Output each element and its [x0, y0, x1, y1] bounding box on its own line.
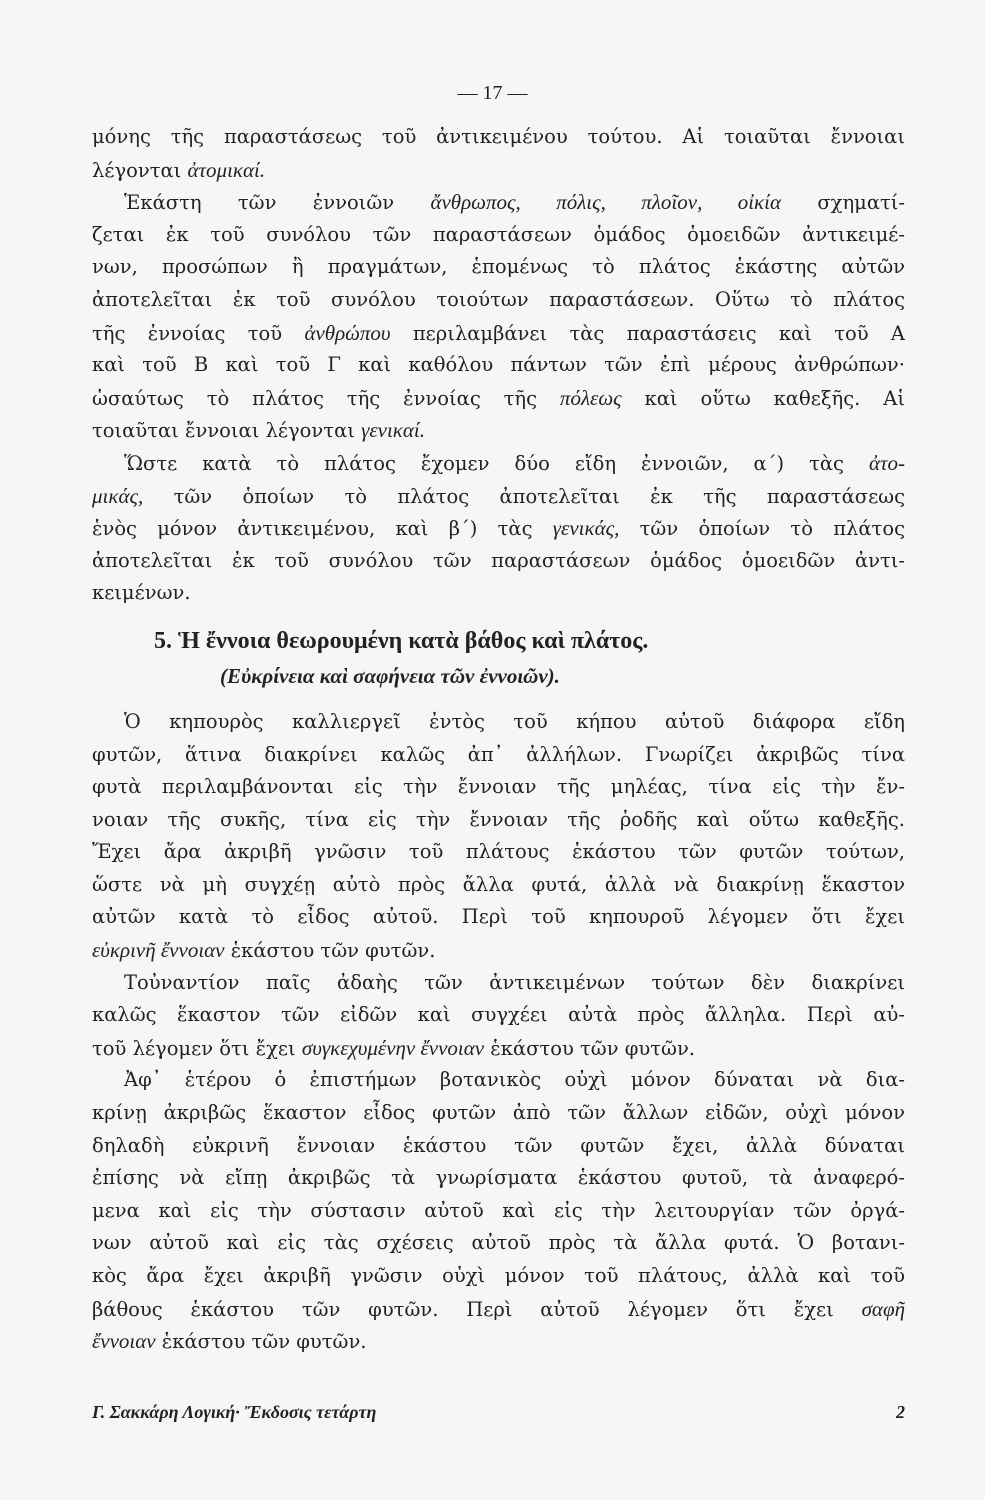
text-line	[92, 317, 905, 350]
italic-term: σαφῆ	[861, 1296, 905, 1321]
italic-term: πόλεως	[559, 385, 622, 410]
text-run: ἑνὸς μόνον ἀντικειμένου, καὶ β΄) τὰς	[92, 517, 553, 541]
text-line	[92, 1032, 905, 1065]
text-run: καλῶς ἕκαστον τῶν εἰδῶν καὶ συγχέει αὐτὰ πρὸς ἄλληλα. Περὶ αὐ-	[92, 1003, 905, 1027]
page-footer	[92, 1402, 905, 1423]
text-run: τοιαῦται ἔννοιαι λέγονται	[92, 419, 362, 443]
text-run: ὡσαύτως τὸ πλάτος τῆς ἐννοίας τῆς	[92, 386, 560, 410]
text-line	[92, 186, 905, 219]
text-run: Ἔχει ἄρα ἀκριβῆ γνῶσιν τοῦ πλάτους ἑκάστου τῶν φυτῶν τούτων,	[92, 840, 905, 864]
text-line	[92, 219, 905, 252]
text-run: φυτὰ περιλαμβάνονται εἰς τὴν ἔννοιαν τῆς μηλέας, τίνα εἰς τὴν ἔν-	[92, 775, 905, 799]
text-run: τῶν ὁποίων τὸ πλάτος ἀποτελεῖται ἐκ τῆς παραστάσεως	[143, 484, 905, 508]
text-line	[92, 512, 905, 545]
text-line	[92, 1293, 905, 1326]
text-line	[92, 804, 905, 837]
paragraph	[92, 121, 905, 186]
text-line	[92, 771, 905, 804]
text-run: λέγονται	[92, 158, 188, 182]
footer-sheet-number: 2	[896, 1402, 905, 1422]
section-subheading: (Εὐκρίνεια καὶ σαφήνεια τῶν ἐννοιῶν).	[220, 663, 560, 688]
paragraph	[92, 1064, 905, 1357]
text-line	[92, 121, 905, 154]
footer-signature: Γ. Σακκάρη Λογική· Ἔκδοσις τετάρτη	[92, 1402, 377, 1422]
text-run: ζεται ἐκ τοῦ συνόλου τῶν παραστάσεων ὁμάδος ὁμοειδῶν ἀντικειμέ-	[92, 222, 905, 246]
text-line	[92, 901, 905, 934]
text-run: περιλαμβάνει τὰς παραστάσεις καὶ τοῦ Α	[390, 321, 905, 345]
section-heading: 5. Ἡ ἔννοια θεωρουμένη κατὰ βάθος καὶ πλάτος.	[154, 627, 649, 654]
text-run: δηλαδὴ εὐκρινῆ ἔννοιαν ἑκάστου τῶν φυτῶν ἔχει, ἀλλὰ δύναται	[92, 1133, 905, 1157]
italic-term: συγκεχυμένην ἔννοιαν	[301, 1035, 485, 1060]
italic-term: γενικάς,	[552, 516, 620, 541]
text-run: νων αὐτοῦ καὶ εἰς τὰς σχέσεις αὐτοῦ πρὸς τὰ ἄλλα φυτά. Ὁ βοτανι-	[92, 1231, 905, 1255]
text-line	[92, 1195, 905, 1228]
text-line	[92, 577, 905, 610]
italic-term: εὐκρινῆ ἔννοιαν	[92, 938, 225, 963]
text-line	[92, 836, 905, 869]
text-run: μενα καὶ εἰς τὴν σύστασιν αὐτοῦ καὶ εἰς τὴν λειτουργίαν τῶν ὀργά-	[92, 1198, 905, 1222]
text-line	[92, 1227, 905, 1260]
text-run: ἑκάστου τῶν φυτῶν.	[155, 1330, 367, 1354]
text-line	[92, 739, 905, 772]
text-line	[92, 967, 905, 1000]
italic-term: ἔννοιαν	[92, 1329, 156, 1354]
italic-term: γενικαί.	[361, 418, 425, 443]
text-run: ἐπίσης νὰ εἴπῃ ἀκριβῶς τὰ γνωρίσματα ἑκάστου φυτοῦ, τὰ ἀναφερό-	[92, 1166, 905, 1190]
text-run: Τοὐναντίον παῖς ἀδαὴς τῶν ἀντικειμένων τούτων δὲν διακρίνει	[124, 970, 905, 994]
italic-term: ἀτο-	[868, 450, 905, 475]
text-run: τῶν ὁποίων τὸ πλάτος	[619, 517, 906, 541]
text-line	[92, 1064, 905, 1097]
text-run: ἀποτελεῖται ἐκ τοῦ συνόλου τῶν παραστάσεων ὁμάδος ὁμοειδῶν ἀντι-	[92, 548, 905, 572]
italic-term: ἀνθρώπου	[304, 320, 391, 345]
text-run: μόνης τῆς παραστάσεως τοῦ ἀντικειμένου τούτου. Αἱ τοιαῦται ἔννοιαι	[92, 125, 905, 148]
text-line	[92, 545, 905, 578]
paragraph	[92, 186, 905, 447]
text-run: νοιαν τῆς συκῆς, τίνα εἰς τὴν ἔννοιαν τῆς ῥοδῆς καὶ οὕτω καθεξῆς.	[92, 807, 905, 831]
text-line	[92, 999, 905, 1032]
text-run: Ὁ κηπουρὸς καλλιεργεῖ ἐντὸς τοῦ κήπου αὐτοῦ διάφορα εἴδη	[124, 709, 905, 733]
text-line	[92, 706, 905, 739]
text-line	[92, 414, 905, 447]
text-line	[92, 154, 905, 187]
text-run: Ὥστε κατὰ τὸ πλάτος ἔχομεν δύο εἴδη ἐννοιῶν, α΄) τὰς	[124, 451, 869, 475]
text-run: ἀποτελεῖται ἐκ τοῦ συνόλου τοιούτων παραστάσεων. Οὕτω τὸ πλάτος	[92, 287, 905, 311]
text-run: τῆς ἐννοίας τοῦ	[92, 321, 305, 345]
text-run: ἑκάστου τῶν φυτῶν.	[484, 1036, 696, 1060]
text-run: κειμένων.	[92, 581, 191, 605]
italic-term: μικάς,	[92, 483, 144, 508]
paragraph	[92, 706, 905, 967]
text-line	[92, 1325, 905, 1358]
text-run: νων, προσώπων ἢ πραγμάτων, ἑπομένως τὸ πλάτος ἑκάστης αὐτῶν	[92, 255, 905, 279]
text-line	[92, 1260, 905, 1293]
page-number: — 17 —	[457, 82, 528, 104]
text-run: κρίνῃ ἀκριβῶς ἕκαστον εἶδος φυτῶν ἀπὸ τῶν ἄλλων εἰδῶν, οὐχὶ μόνον	[92, 1101, 905, 1125]
text-line	[92, 480, 905, 513]
text-line	[92, 251, 905, 284]
text-run: σχηματί-	[781, 191, 906, 215]
italic-term: ἄνθρωπος, πόλις, πλοῖον, οἰκία	[430, 190, 781, 215]
text-line	[92, 934, 905, 967]
text-line	[92, 284, 905, 317]
paragraph	[92, 447, 905, 610]
text-run: ὥστε νὰ μὴ συγχέῃ αὐτὸ πρὸς ἄλλα φυτά, ἀλλὰ νὰ διακρίνῃ ἕκαστον	[92, 872, 905, 896]
italic-term: ἀτομικαί.	[187, 157, 266, 182]
text-run: καὶ τοῦ Β καὶ τοῦ Γ καὶ καθόλου πάντων τῶν ἐπὶ μέρους ἀνθρώπων·	[92, 353, 905, 377]
text-run: ἑκάστου τῶν φυτῶν.	[224, 939, 436, 963]
text-line	[92, 349, 905, 382]
text-run: Ἀφ᾿ ἑτέρου ὁ ἐπιστήμων βοτανικὸς οὐχὶ μόνον δύναται νὰ δια-	[124, 1068, 905, 1092]
text-run: αὐτῶν κατὰ τὸ εἶδος αὐτοῦ. Περὶ τοῦ κηπουροῦ λέγομεν ὅτι ἔχει	[92, 905, 905, 929]
text-line	[92, 447, 905, 480]
text-line	[92, 1097, 905, 1130]
text-run: τοῦ λέγομεν ὅτι ἔχει	[92, 1036, 302, 1060]
text-run: κὸς ἄρα ἔχει ἀκριβῆ γνῶσιν οὐχὶ μόνον τοῦ πλάτους, ἀλλὰ καὶ τοῦ	[92, 1264, 905, 1287]
text-line	[92, 1162, 905, 1195]
text-line	[92, 382, 905, 415]
body-text	[92, 121, 905, 1358]
text-run: βάθους ἑκάστου τῶν φυτῶν. Περὶ αὐτοῦ λέγομεν ὅτι ἔχει	[92, 1297, 862, 1321]
text-line	[92, 869, 905, 902]
text-run: φυτῶν, ἅτινα διακρίνει καλῶς ἀπ᾿ ἀλλήλων. Γνωρίζει ἀκριβῶς τίνα	[92, 742, 905, 766]
text-line	[92, 1130, 905, 1163]
paragraph	[92, 967, 905, 1065]
text-run: Ἑκάστη τῶν ἐννοιῶν	[124, 191, 431, 215]
text-run: καὶ οὕτω καθεξῆς. Αἱ	[621, 386, 905, 410]
